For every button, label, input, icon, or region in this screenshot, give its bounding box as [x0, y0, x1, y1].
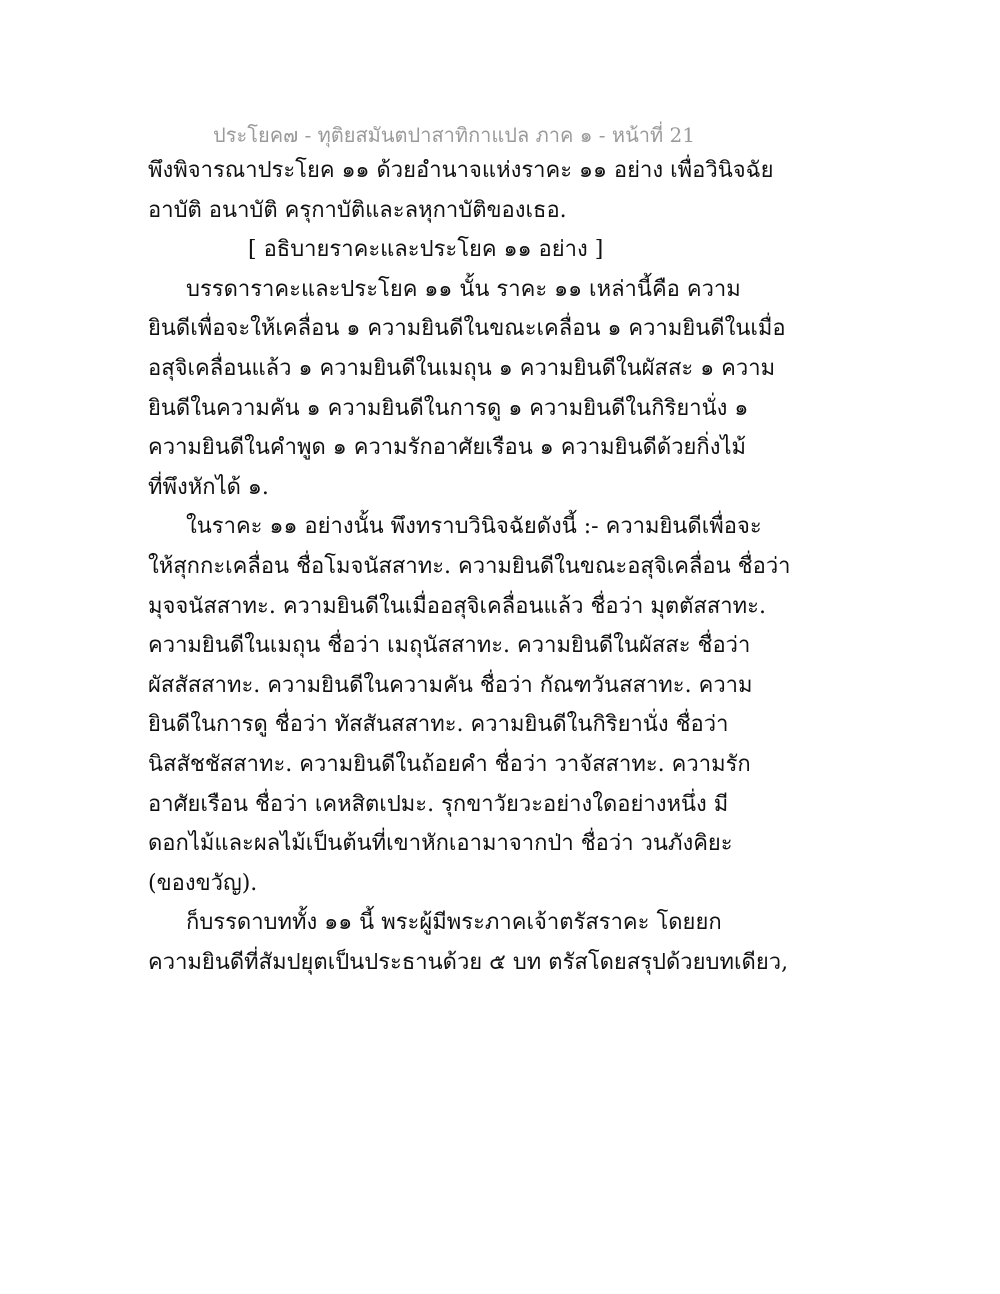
text-line: ที่พึงหักได้ ๑.: [148, 474, 269, 500]
text-line: ยินดีในการดู ชื่อว่า ทัสสันสสาทะ. ความยินดีในกิริยานั่ง ชื่อว่า: [148, 712, 729, 738]
text-line: พึงพิจารณาประโยค ๑๑ ด้วยอำนาจแห่งราคะ ๑๑ อย่าง เพื่อวินิจฉัย: [148, 158, 774, 183]
text-line: ผัสสัสสาทะ. ความยินดีในความคัน ชื่อว่า กัณฑวันสสาทะ. ความ: [148, 672, 753, 698]
paragraph-first-line: ก็บรรดาบททั้ง ๑๑ นี้ พระผู้มีพระภาคเจ้าตรัสราคะ โดยยก: [186, 910, 722, 936]
text-line: ดอกไม้และผลไม้เป็นต้นที่เขาหักเอามาจากป่า ชื่อว่า วนภังคิยะ: [148, 831, 733, 857]
paragraph-first-line: ในราคะ ๑๑ อย่างนั้น พึงทราบวินิจฉัยดังนี้ :- ความยินดีเพื่อจะ: [186, 514, 762, 540]
section-heading: [ อธิบายราคะและประโยค ๑๑ อย่าง ]: [248, 237, 604, 263]
running-header: ประโยค๗ - ทุติยสมันตปาสาทิกาแปล ภาค ๑ - หน้าที่ 21: [213, 123, 695, 147]
text-line: อาบัติ อนาบัติ ครุกาบัติและลหุกาบัติของเธอ.: [148, 197, 567, 223]
text-line: ความยินดีในเมถุน ชื่อว่า เมถุนัสสาทะ. ความยินดีในผัสสะ ชื่อว่า: [148, 633, 751, 659]
text-line: นิสสัชชัสสาทะ. ความยินดีในถ้อยคำ ชื่อว่า วาจัสสาทะ. ความรัก: [148, 751, 751, 777]
paragraph-first-line: บรรดาราคะและประโยค ๑๑ นั้น ราคะ ๑๑ เหล่านี้คือ ความ: [186, 276, 741, 302]
text-line: ความยินดีในคำพูด ๑ ความรักอาศัยเรือน ๑ ความยินดีด้วยกิ่งไม้: [148, 435, 747, 461]
text-line: ให้สุกกะเคลื่อน ชื่อโมจนัสสาทะ. ความยินดีในขณะอสุจิเคลื่อน ชื่อว่า: [148, 553, 791, 579]
text-line: มุจจนัสสาทะ. ความยินดีในเมื่ออสุจิเคลื่อนแล้ว ชื่อว่า มุตตัสสาทะ.: [148, 593, 766, 619]
text-line: ความยินดีที่สัมปยุตเป็นประธานด้วย ๕ บท ตรัสโดยสรุปด้วยบทเดียว,: [148, 949, 789, 975]
body-text: [148, 151, 791, 982]
text-line: อสุจิเคลื่อนแล้ว ๑ ความยินดีในเมถุน ๑ ความยินดีในผัสสะ ๑ ความ: [148, 355, 776, 381]
text-line: ยินดีในความคัน ๑ ความยินดีในการดู ๑ ความยินดีในกิริยานั่ง ๑: [148, 395, 749, 421]
text-line: อาศัยเรือน ชื่อว่า เคหสิตเปมะ. รุกขาวัยวะอย่างใดอย่างหนึ่ง มี: [148, 791, 729, 817]
text-line: (ของขวัญ).: [148, 870, 258, 896]
text-line: ยินดีเพื่อจะให้เคลื่อน ๑ ความยินดีในขณะเคลื่อน ๑ ความยินดีในเมื่อ: [148, 316, 786, 342]
